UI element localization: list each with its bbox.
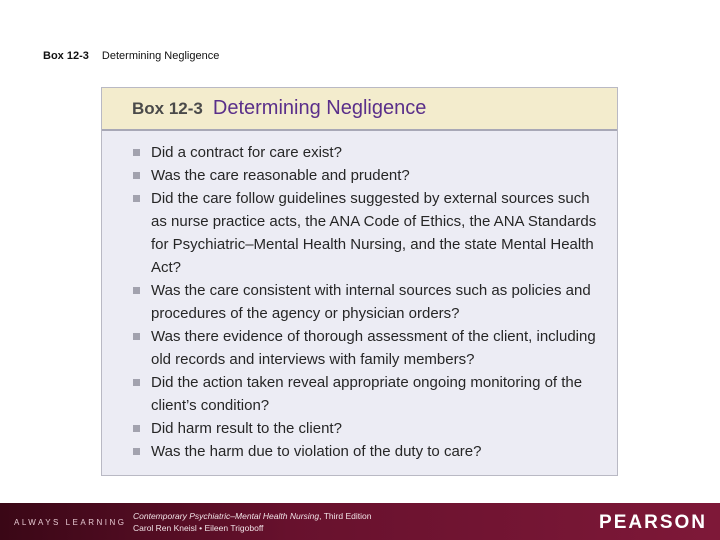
list-item-text: Was the care consistent with internal sources such as policies and procedures of the agency or physician orders? xyxy=(151,282,591,322)
list-item xyxy=(102,325,617,371)
always-learning-tagline: ALWAYS LEARNING xyxy=(14,518,127,527)
list-item xyxy=(102,279,617,325)
list-item-text: Was the harm due to violation of the duty to care? xyxy=(151,443,482,460)
criteria-list xyxy=(102,131,617,463)
book-credit xyxy=(133,510,371,534)
slide-title xyxy=(43,50,219,62)
slide-box-number: Box 12-3 xyxy=(43,50,89,62)
list-item xyxy=(102,164,617,187)
book-title: Contemporary Psychiatric–Mental Health Nursing xyxy=(133,511,320,521)
square-bullet-icon xyxy=(133,333,140,340)
box-header xyxy=(102,88,617,131)
box-header-title: Determining Negligence xyxy=(212,97,427,119)
list-item-text: Was the care reasonable and prudent? xyxy=(151,167,410,184)
square-bullet-icon xyxy=(133,379,140,386)
book-authors: Carol Ren Kneisl • Eileen Trigoboff xyxy=(133,523,264,533)
list-item xyxy=(102,141,617,164)
list-item-text: Did harm result to the client? xyxy=(151,420,342,437)
footer-bar xyxy=(0,503,720,540)
square-bullet-icon xyxy=(133,172,140,179)
list-item-text: Did the action taken reveal appropriate ongoing monitoring of the client’s condition? xyxy=(151,374,583,414)
square-bullet-icon xyxy=(133,448,140,455)
square-bullet-icon xyxy=(133,425,140,432)
list-item xyxy=(102,417,617,440)
list-item xyxy=(102,371,617,417)
square-bullet-icon xyxy=(133,149,140,156)
square-bullet-icon xyxy=(133,287,140,294)
list-item xyxy=(102,440,617,463)
pearson-logo: PEARSON xyxy=(599,512,707,533)
book-edition: , Third Edition xyxy=(319,511,372,521)
list-item-text: Was there evidence of thorough assessment of the client, including old records and interviews with family members? xyxy=(151,328,596,368)
box-header-number: Box 12-3 xyxy=(132,98,203,118)
list-item xyxy=(102,187,617,279)
list-item-text: Did a contract for care exist? xyxy=(151,144,342,161)
box-panel xyxy=(101,87,618,476)
list-item-text: Did the care follow guidelines suggested by external sources such as nurse practice acts, the ANA Code of Ethics, the ANA Standards for Psychiatric–Mental Health Nursing, and the state Mental Health Act? xyxy=(151,190,597,276)
slide-title-text: Determining Negligence xyxy=(101,50,220,62)
square-bullet-icon xyxy=(133,195,140,202)
